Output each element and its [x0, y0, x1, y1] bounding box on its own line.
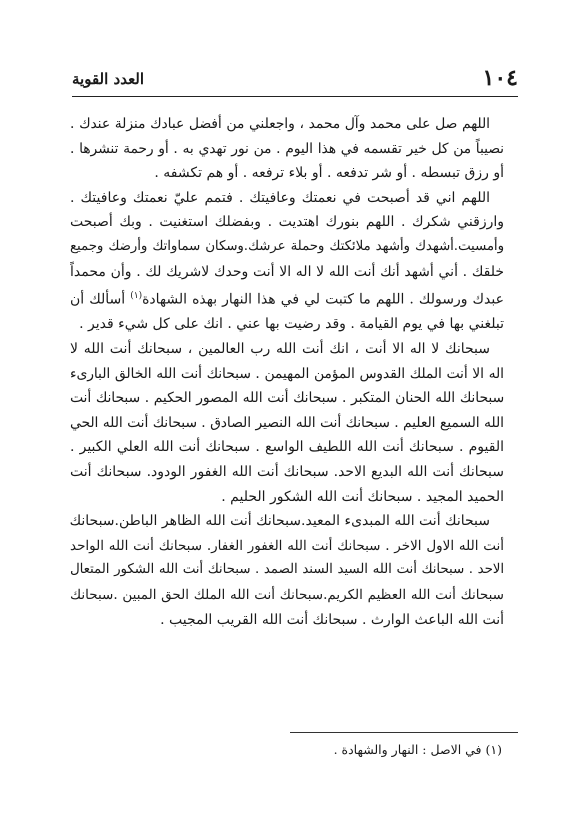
text-line: الاحد . سبحانك أنت الله السيد السند الصمد . سبحانك أنت الله الشكور المتعال	[70, 562, 504, 578]
text-line: وارزقني شكرك . اللهم بنورك اهتديت . وبفضلك استغنيت . وبك أصبحت	[70, 214, 504, 231]
text-line: الحميد المجيد . سبحانك أنت الله الشكور الحليم .	[221, 488, 504, 505]
footnote-marker: (١)	[130, 291, 143, 302]
text-line: تبلغني بها في يوم القيامة . وقد رضيت بها عني . انك على كل شيء قدير .	[79, 316, 504, 333]
header-rule	[72, 96, 518, 97]
text-line: سبحانك الله الحنان المتكبر . سبحانك أنت الله المصور الحكيم . سبحانك أنت	[70, 390, 504, 407]
text-line: أو رزق تبسطه . أو شر تدفعه . أو بلاء ترفعه . أو هم تكشفه .	[154, 165, 504, 182]
text-line: خلقك . أني أشهد أنك أنت الله لا اله الا أنت وحدك لاشريك لك . وأن محمداً	[70, 263, 504, 280]
text-line: اللهم اني قد أصبحت في نعمتك وعافيتك . فتمم عليّ نعمتك وعافيتك .	[70, 189, 490, 206]
text-segment: أسألك أن	[70, 291, 131, 308]
text-line: الله السميع العليم . سبحانك أنت الله النصير الصادق . سبحانك أنت الله الحي	[70, 414, 504, 431]
text-line: سبحانك أنت الله العظيم الكريم.سبحانك أنت الله الملك الحق المبين .سبحانك	[70, 586, 504, 603]
paragraph-2	[70, 186, 518, 337]
text-line: أنت الله الاول الاخر . سبحانك أنت الله الغفور الغفار. سبحانك أنت الله الواحد	[70, 537, 504, 554]
paragraph-3	[70, 337, 518, 509]
text-line: القيوم . سبحانك أنت الله اللطيف الواسع . سبحانك أنت الله العلي الكبير .	[70, 439, 504, 456]
text-line: سبحانك لا اله الا أنت ، انك أنت الله رب العالمين ، سبحانك أنت الله لا	[70, 341, 490, 357]
body-text	[70, 112, 518, 632]
page-header	[72, 64, 518, 92]
running-title: العدد القوية	[72, 70, 145, 88]
text-line: وأمسيت.أشهدك وأشهد ملائكتك وحملة عرشك.وسكان سماواتك وأرضك وجميع	[70, 238, 504, 254]
paragraph-1	[70, 112, 518, 186]
paragraph-4	[70, 509, 518, 632]
text-line: نصيباً من كل خير تقسمه في هذا اليوم . من نور تهدي به . أو رحمة تنشرها .	[70, 140, 504, 157]
text-line-with-footnote	[70, 284, 518, 312]
text-line: أنت الله الباعث الوارث . سبحانك أنت الله القريب المجيب .	[160, 611, 504, 628]
text-segment: عبدك ورسولك . اللهم ما كتبت لي في هذا النهار بهذه الشهادة	[142, 291, 504, 308]
footnote-rule	[290, 732, 518, 733]
footnote: (١) في الاصل : النهار والشهادة .	[333, 742, 502, 757]
text-line: سبحانك أنت الله المبدىء المعيد.سبحانك أنت الله الظاهر الباطن.سبحانك	[69, 513, 490, 530]
page-number: ١٠٤	[482, 65, 518, 91]
text-line: اللهم صل على محمد وآل محمد ، واجعلني من أفضل عبادك منزلة عندك .	[70, 116, 490, 132]
text-line: اله الا أنت الملك القدوس المؤمن المهيمن . سبحانك أنت الله الخالق البارىء	[70, 365, 504, 382]
text-line: سبحانك أنت الله البديع الاحد. سبحانك أنت الله الغفور الودود. سبحانك أنت	[70, 463, 504, 480]
